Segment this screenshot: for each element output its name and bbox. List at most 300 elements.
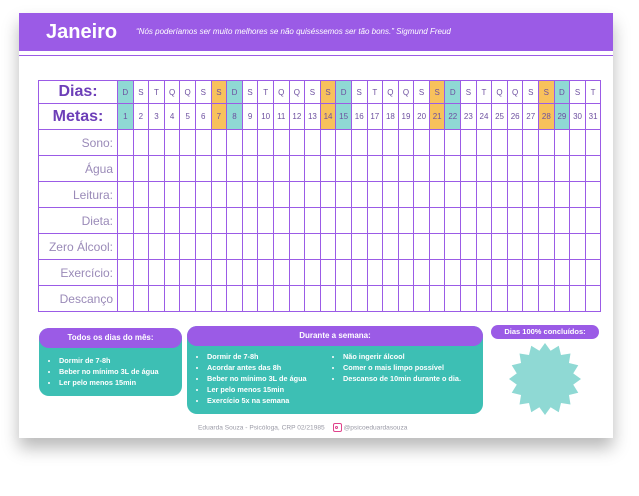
check-cell[interactable] (305, 234, 321, 260)
date-cell: 22 (445, 104, 461, 130)
check-cell[interactable] (523, 182, 539, 208)
footer (198, 423, 407, 432)
check-cell[interactable] (570, 130, 586, 156)
check-cell[interactable] (445, 208, 461, 234)
check-cell[interactable] (320, 182, 336, 208)
check-cell[interactable] (258, 182, 274, 208)
check-cell[interactable] (398, 182, 414, 208)
check-cell[interactable] (180, 130, 196, 156)
check-cell[interactable] (289, 156, 305, 182)
check-cell[interactable] (429, 130, 445, 156)
goal-item: • Ler pelo menos 15min (207, 384, 307, 395)
check-cell[interactable] (242, 234, 258, 260)
check-cell[interactable] (133, 234, 149, 260)
check-cell[interactable] (367, 260, 383, 286)
check-cell[interactable] (258, 208, 274, 234)
check-cell[interactable] (492, 234, 508, 260)
check-cell[interactable] (227, 286, 243, 312)
check-cell[interactable] (398, 234, 414, 260)
check-cell[interactable] (398, 156, 414, 182)
check-cell[interactable] (383, 182, 399, 208)
check-cell[interactable] (570, 260, 586, 286)
check-cell[interactable] (133, 130, 149, 156)
weekday-cell: Q (398, 81, 414, 104)
check-cell[interactable] (164, 156, 180, 182)
check-cell[interactable] (242, 208, 258, 234)
check-cell[interactable] (258, 286, 274, 312)
daily-goals-title: Todos os dias do mês: (39, 328, 182, 348)
check-cell[interactable] (383, 286, 399, 312)
check-cell[interactable] (195, 260, 211, 286)
check-cell[interactable] (164, 182, 180, 208)
habit-label: Zero Álcool: (39, 234, 118, 260)
check-cell[interactable] (227, 260, 243, 286)
check-cell[interactable] (476, 182, 492, 208)
completed-days-label: Dias 100% concluídos: (491, 325, 599, 339)
instagram-handle: @psicoeduardasouza (343, 424, 408, 432)
header-bar (19, 13, 613, 51)
check-cell[interactable] (461, 130, 477, 156)
check-cell[interactable] (336, 156, 352, 182)
check-cell[interactable] (585, 234, 601, 260)
date-cell: 28 (539, 104, 555, 130)
check-cell[interactable] (492, 286, 508, 312)
check-cell[interactable] (461, 260, 477, 286)
weekday-cell: S (523, 81, 539, 104)
check-cell[interactable] (398, 130, 414, 156)
goal-item: • Dormir de 7-8h (207, 351, 307, 362)
weekday-cell: Q (180, 81, 196, 104)
check-cell[interactable] (539, 156, 555, 182)
check-cell[interactable] (305, 286, 321, 312)
check-cell[interactable] (414, 182, 430, 208)
date-cell: 13 (305, 104, 321, 130)
check-cell[interactable] (336, 130, 352, 156)
check-cell[interactable] (273, 286, 289, 312)
check-cell[interactable] (492, 260, 508, 286)
weekday-cell: Q (289, 81, 305, 104)
habit-tracker-sheet (19, 13, 613, 438)
check-cell[interactable] (195, 234, 211, 260)
date-cell: 12 (289, 104, 305, 130)
check-cell[interactable] (351, 182, 367, 208)
date-cell: 2 (133, 104, 149, 130)
check-cell[interactable] (507, 260, 523, 286)
check-cell[interactable] (242, 130, 258, 156)
check-cell[interactable] (507, 234, 523, 260)
check-cell[interactable] (554, 260, 570, 286)
check-cell[interactable] (367, 182, 383, 208)
check-cell[interactable] (383, 130, 399, 156)
check-cell[interactable] (570, 156, 586, 182)
check-cell[interactable] (211, 286, 227, 312)
check-cell[interactable] (429, 182, 445, 208)
date-cell: 10 (258, 104, 274, 130)
check-cell[interactable] (336, 208, 352, 234)
check-cell[interactable] (523, 286, 539, 312)
check-cell[interactable] (383, 156, 399, 182)
check-cell[interactable] (585, 182, 601, 208)
date-cell: 11 (273, 104, 289, 130)
weekly-goals-box (187, 326, 483, 414)
check-cell[interactable] (211, 208, 227, 234)
weekday-cell: S (539, 81, 555, 104)
habit-label: Água (39, 156, 118, 182)
check-cell[interactable] (398, 208, 414, 234)
check-cell[interactable] (227, 130, 243, 156)
check-cell[interactable] (554, 182, 570, 208)
weekday-cell: S (320, 81, 336, 104)
check-cell[interactable] (554, 156, 570, 182)
check-cell[interactable] (180, 234, 196, 260)
check-cell[interactable] (476, 156, 492, 182)
habit-row (39, 156, 601, 182)
check-cell[interactable] (118, 130, 134, 156)
check-cell[interactable] (133, 156, 149, 182)
check-cell[interactable] (289, 286, 305, 312)
check-cell[interactable] (585, 260, 601, 286)
check-cell[interactable] (523, 234, 539, 260)
check-cell[interactable] (492, 208, 508, 234)
check-cell[interactable] (227, 156, 243, 182)
date-row (39, 104, 601, 130)
check-cell[interactable] (149, 260, 165, 286)
days-label: Dias: (39, 81, 118, 104)
date-cell: 30 (570, 104, 586, 130)
check-cell[interactable] (414, 286, 430, 312)
check-cell[interactable] (461, 208, 477, 234)
check-cell[interactable] (336, 234, 352, 260)
check-cell[interactable] (273, 130, 289, 156)
date-cell: 20 (414, 104, 430, 130)
date-cell: 19 (398, 104, 414, 130)
check-cell[interactable] (180, 286, 196, 312)
check-cell[interactable] (476, 260, 492, 286)
habit-label: Descanço (39, 286, 118, 312)
check-cell[interactable] (445, 234, 461, 260)
check-cell[interactable] (492, 130, 508, 156)
check-cell[interactable] (507, 130, 523, 156)
check-cell[interactable] (492, 182, 508, 208)
weekday-cell: S (570, 81, 586, 104)
check-cell[interactable] (539, 208, 555, 234)
check-cell[interactable] (507, 156, 523, 182)
check-cell[interactable] (242, 156, 258, 182)
check-cell[interactable] (195, 156, 211, 182)
check-cell[interactable] (118, 156, 134, 182)
weekday-cell: D (227, 81, 243, 104)
check-cell[interactable] (554, 234, 570, 260)
weekday-cell: T (149, 81, 165, 104)
habit-label: Sono: (39, 130, 118, 156)
check-cell[interactable] (164, 208, 180, 234)
check-cell[interactable] (164, 286, 180, 312)
habit-row (39, 260, 601, 286)
check-cell[interactable] (118, 182, 134, 208)
goal-item: • Beber no mínimo 3L de água (59, 366, 159, 377)
weekday-cell: S (133, 81, 149, 104)
check-cell[interactable] (133, 182, 149, 208)
check-cell[interactable] (273, 156, 289, 182)
check-cell[interactable] (320, 286, 336, 312)
check-cell[interactable] (149, 208, 165, 234)
check-cell[interactable] (539, 286, 555, 312)
habit-label: Leitura: (39, 182, 118, 208)
weekday-cell: S (461, 81, 477, 104)
check-cell[interactable] (570, 286, 586, 312)
check-cell[interactable] (118, 286, 134, 312)
check-cell[interactable] (461, 286, 477, 312)
check-cell[interactable] (507, 182, 523, 208)
weekday-cell: S (195, 81, 211, 104)
check-cell[interactable] (414, 260, 430, 286)
check-cell[interactable] (273, 182, 289, 208)
date-cell: 23 (461, 104, 477, 130)
check-cell[interactable] (398, 286, 414, 312)
date-cell: 21 (429, 104, 445, 130)
check-cell[interactable] (164, 130, 180, 156)
check-cell[interactable] (492, 156, 508, 182)
check-cell[interactable] (367, 286, 383, 312)
check-cell[interactable] (305, 260, 321, 286)
weekday-cell: T (585, 81, 601, 104)
check-cell[interactable] (414, 156, 430, 182)
weekday-cell: Q (273, 81, 289, 104)
check-cell[interactable] (258, 260, 274, 286)
check-cell[interactable] (383, 208, 399, 234)
habit-row (39, 234, 601, 260)
weekday-cell: Q (492, 81, 508, 104)
check-cell[interactable] (195, 182, 211, 208)
check-cell[interactable] (523, 130, 539, 156)
check-cell[interactable] (429, 156, 445, 182)
check-cell[interactable] (476, 234, 492, 260)
weekday-cell: T (476, 81, 492, 104)
weekly-goals-title: Durante a semana: (187, 326, 483, 346)
date-cell: 14 (320, 104, 336, 130)
check-cell[interactable] (258, 156, 274, 182)
check-cell[interactable] (461, 182, 477, 208)
check-cell[interactable] (351, 130, 367, 156)
goal-item: • Dormir de 7-8h (59, 355, 159, 366)
weekly-goals-list-left (195, 351, 307, 406)
goal-item: • Descanso de 10min durante o dia. (343, 373, 461, 384)
check-cell[interactable] (570, 208, 586, 234)
check-cell[interactable] (445, 286, 461, 312)
check-cell[interactable] (289, 260, 305, 286)
check-cell[interactable] (273, 260, 289, 286)
check-cell[interactable] (507, 286, 523, 312)
check-cell[interactable] (149, 234, 165, 260)
habit-label: Exercício: (39, 260, 118, 286)
check-cell[interactable] (118, 234, 134, 260)
check-cell[interactable] (445, 156, 461, 182)
check-cell[interactable] (570, 234, 586, 260)
check-cell[interactable] (429, 234, 445, 260)
check-cell[interactable] (429, 260, 445, 286)
check-cell[interactable] (539, 234, 555, 260)
check-cell[interactable] (180, 156, 196, 182)
check-cell[interactable] (180, 260, 196, 286)
date-cell: 29 (554, 104, 570, 130)
check-cell[interactable] (336, 286, 352, 312)
check-cell[interactable] (305, 208, 321, 234)
weekly-goals-list-right (331, 351, 461, 384)
check-cell[interactable] (351, 208, 367, 234)
check-cell[interactable] (351, 234, 367, 260)
divider (19, 55, 613, 56)
check-cell[interactable] (585, 208, 601, 234)
check-cell[interactable] (351, 156, 367, 182)
habit-row (39, 182, 601, 208)
check-cell[interactable] (227, 208, 243, 234)
weekday-cell: S (242, 81, 258, 104)
check-cell[interactable] (273, 234, 289, 260)
check-cell[interactable] (383, 260, 399, 286)
check-cell[interactable] (133, 208, 149, 234)
check-cell[interactable] (289, 208, 305, 234)
check-cell[interactable] (523, 260, 539, 286)
check-cell[interactable] (180, 182, 196, 208)
check-cell[interactable] (273, 208, 289, 234)
check-cell[interactable] (336, 182, 352, 208)
check-cell[interactable] (414, 130, 430, 156)
check-cell[interactable] (351, 260, 367, 286)
check-cell[interactable] (320, 234, 336, 260)
instagram-icon (333, 423, 342, 432)
check-cell[interactable] (211, 260, 227, 286)
habit-row (39, 286, 601, 312)
check-cell[interactable] (258, 234, 274, 260)
check-cell[interactable] (523, 156, 539, 182)
check-cell[interactable] (227, 234, 243, 260)
check-cell[interactable] (476, 286, 492, 312)
check-cell[interactable] (398, 260, 414, 286)
check-cell[interactable] (539, 182, 555, 208)
check-cell[interactable] (414, 208, 430, 234)
check-cell[interactable] (258, 130, 274, 156)
check-cell[interactable] (242, 260, 258, 286)
check-cell[interactable] (367, 234, 383, 260)
starburst-icon (509, 343, 581, 415)
check-cell[interactable] (554, 286, 570, 312)
goal-item: • Exercício 5x na semana (207, 395, 307, 406)
date-cell: 15 (336, 104, 352, 130)
date-cell: 27 (523, 104, 539, 130)
goal-item: • Acordar antes das 8h (207, 362, 307, 373)
check-cell[interactable] (554, 208, 570, 234)
check-cell[interactable] (320, 156, 336, 182)
check-cell[interactable] (149, 182, 165, 208)
check-cell[interactable] (523, 208, 539, 234)
date-cell: 24 (476, 104, 492, 130)
check-cell[interactable] (476, 130, 492, 156)
weekday-cell: Q (383, 81, 399, 104)
date-cell: 16 (351, 104, 367, 130)
check-cell[interactable] (289, 182, 305, 208)
check-cell[interactable] (445, 260, 461, 286)
date-cell: 8 (227, 104, 243, 130)
check-cell[interactable] (320, 208, 336, 234)
check-cell[interactable] (570, 182, 586, 208)
check-cell[interactable] (351, 286, 367, 312)
check-cell[interactable] (195, 130, 211, 156)
check-cell[interactable] (305, 130, 321, 156)
check-cell[interactable] (367, 208, 383, 234)
check-cell[interactable] (211, 234, 227, 260)
quote (136, 27, 451, 36)
weekday-cell: T (258, 81, 274, 104)
check-cell[interactable] (336, 260, 352, 286)
check-cell[interactable] (180, 208, 196, 234)
quote-text: “Nós poderíamos ser muito melhores se não quiséssemos ser tão bons.” (136, 27, 394, 36)
check-cell[interactable] (289, 130, 305, 156)
check-cell[interactable] (320, 260, 336, 286)
check-cell[interactable] (414, 234, 430, 260)
check-cell[interactable] (305, 182, 321, 208)
check-cell[interactable] (211, 156, 227, 182)
check-cell[interactable] (149, 156, 165, 182)
check-cell[interactable] (539, 260, 555, 286)
weekday-cell: S (429, 81, 445, 104)
date-cell: 4 (164, 104, 180, 130)
check-cell[interactable] (195, 286, 211, 312)
check-cell[interactable] (383, 234, 399, 260)
check-cell[interactable] (289, 234, 305, 260)
weekday-cell: Q (507, 81, 523, 104)
weekday-cell: S (351, 81, 367, 104)
check-cell[interactable] (429, 208, 445, 234)
check-cell[interactable] (461, 234, 477, 260)
check-cell[interactable] (164, 234, 180, 260)
weekday-cell: Q (164, 81, 180, 104)
check-cell[interactable] (539, 130, 555, 156)
check-cell[interactable] (476, 208, 492, 234)
check-cell[interactable] (133, 260, 149, 286)
check-cell[interactable] (149, 286, 165, 312)
check-cell[interactable] (195, 208, 211, 234)
check-cell[interactable] (242, 182, 258, 208)
check-cell[interactable] (149, 130, 165, 156)
check-cell[interactable] (305, 156, 321, 182)
check-cell[interactable] (445, 130, 461, 156)
check-cell[interactable] (227, 182, 243, 208)
check-cell[interactable] (211, 130, 227, 156)
daily-goals-box (39, 328, 182, 396)
check-cell[interactable] (367, 156, 383, 182)
check-cell[interactable] (367, 130, 383, 156)
check-cell[interactable] (118, 260, 134, 286)
check-cell[interactable] (320, 130, 336, 156)
check-cell[interactable] (585, 286, 601, 312)
check-cell[interactable] (429, 286, 445, 312)
check-cell[interactable] (118, 208, 134, 234)
date-cell: 9 (242, 104, 258, 130)
goal-item: • Ler pelo menos 15min (59, 377, 159, 388)
check-cell[interactable] (133, 286, 149, 312)
check-cell[interactable] (211, 182, 227, 208)
check-cell[interactable] (585, 156, 601, 182)
check-cell[interactable] (585, 130, 601, 156)
check-cell[interactable] (507, 208, 523, 234)
check-cell[interactable] (461, 156, 477, 182)
weekday-cell: D (445, 81, 461, 104)
check-cell[interactable] (164, 260, 180, 286)
goal-item: • Não ingerir álcool (343, 351, 461, 362)
check-cell[interactable] (445, 182, 461, 208)
check-cell[interactable] (554, 130, 570, 156)
check-cell[interactable] (242, 286, 258, 312)
